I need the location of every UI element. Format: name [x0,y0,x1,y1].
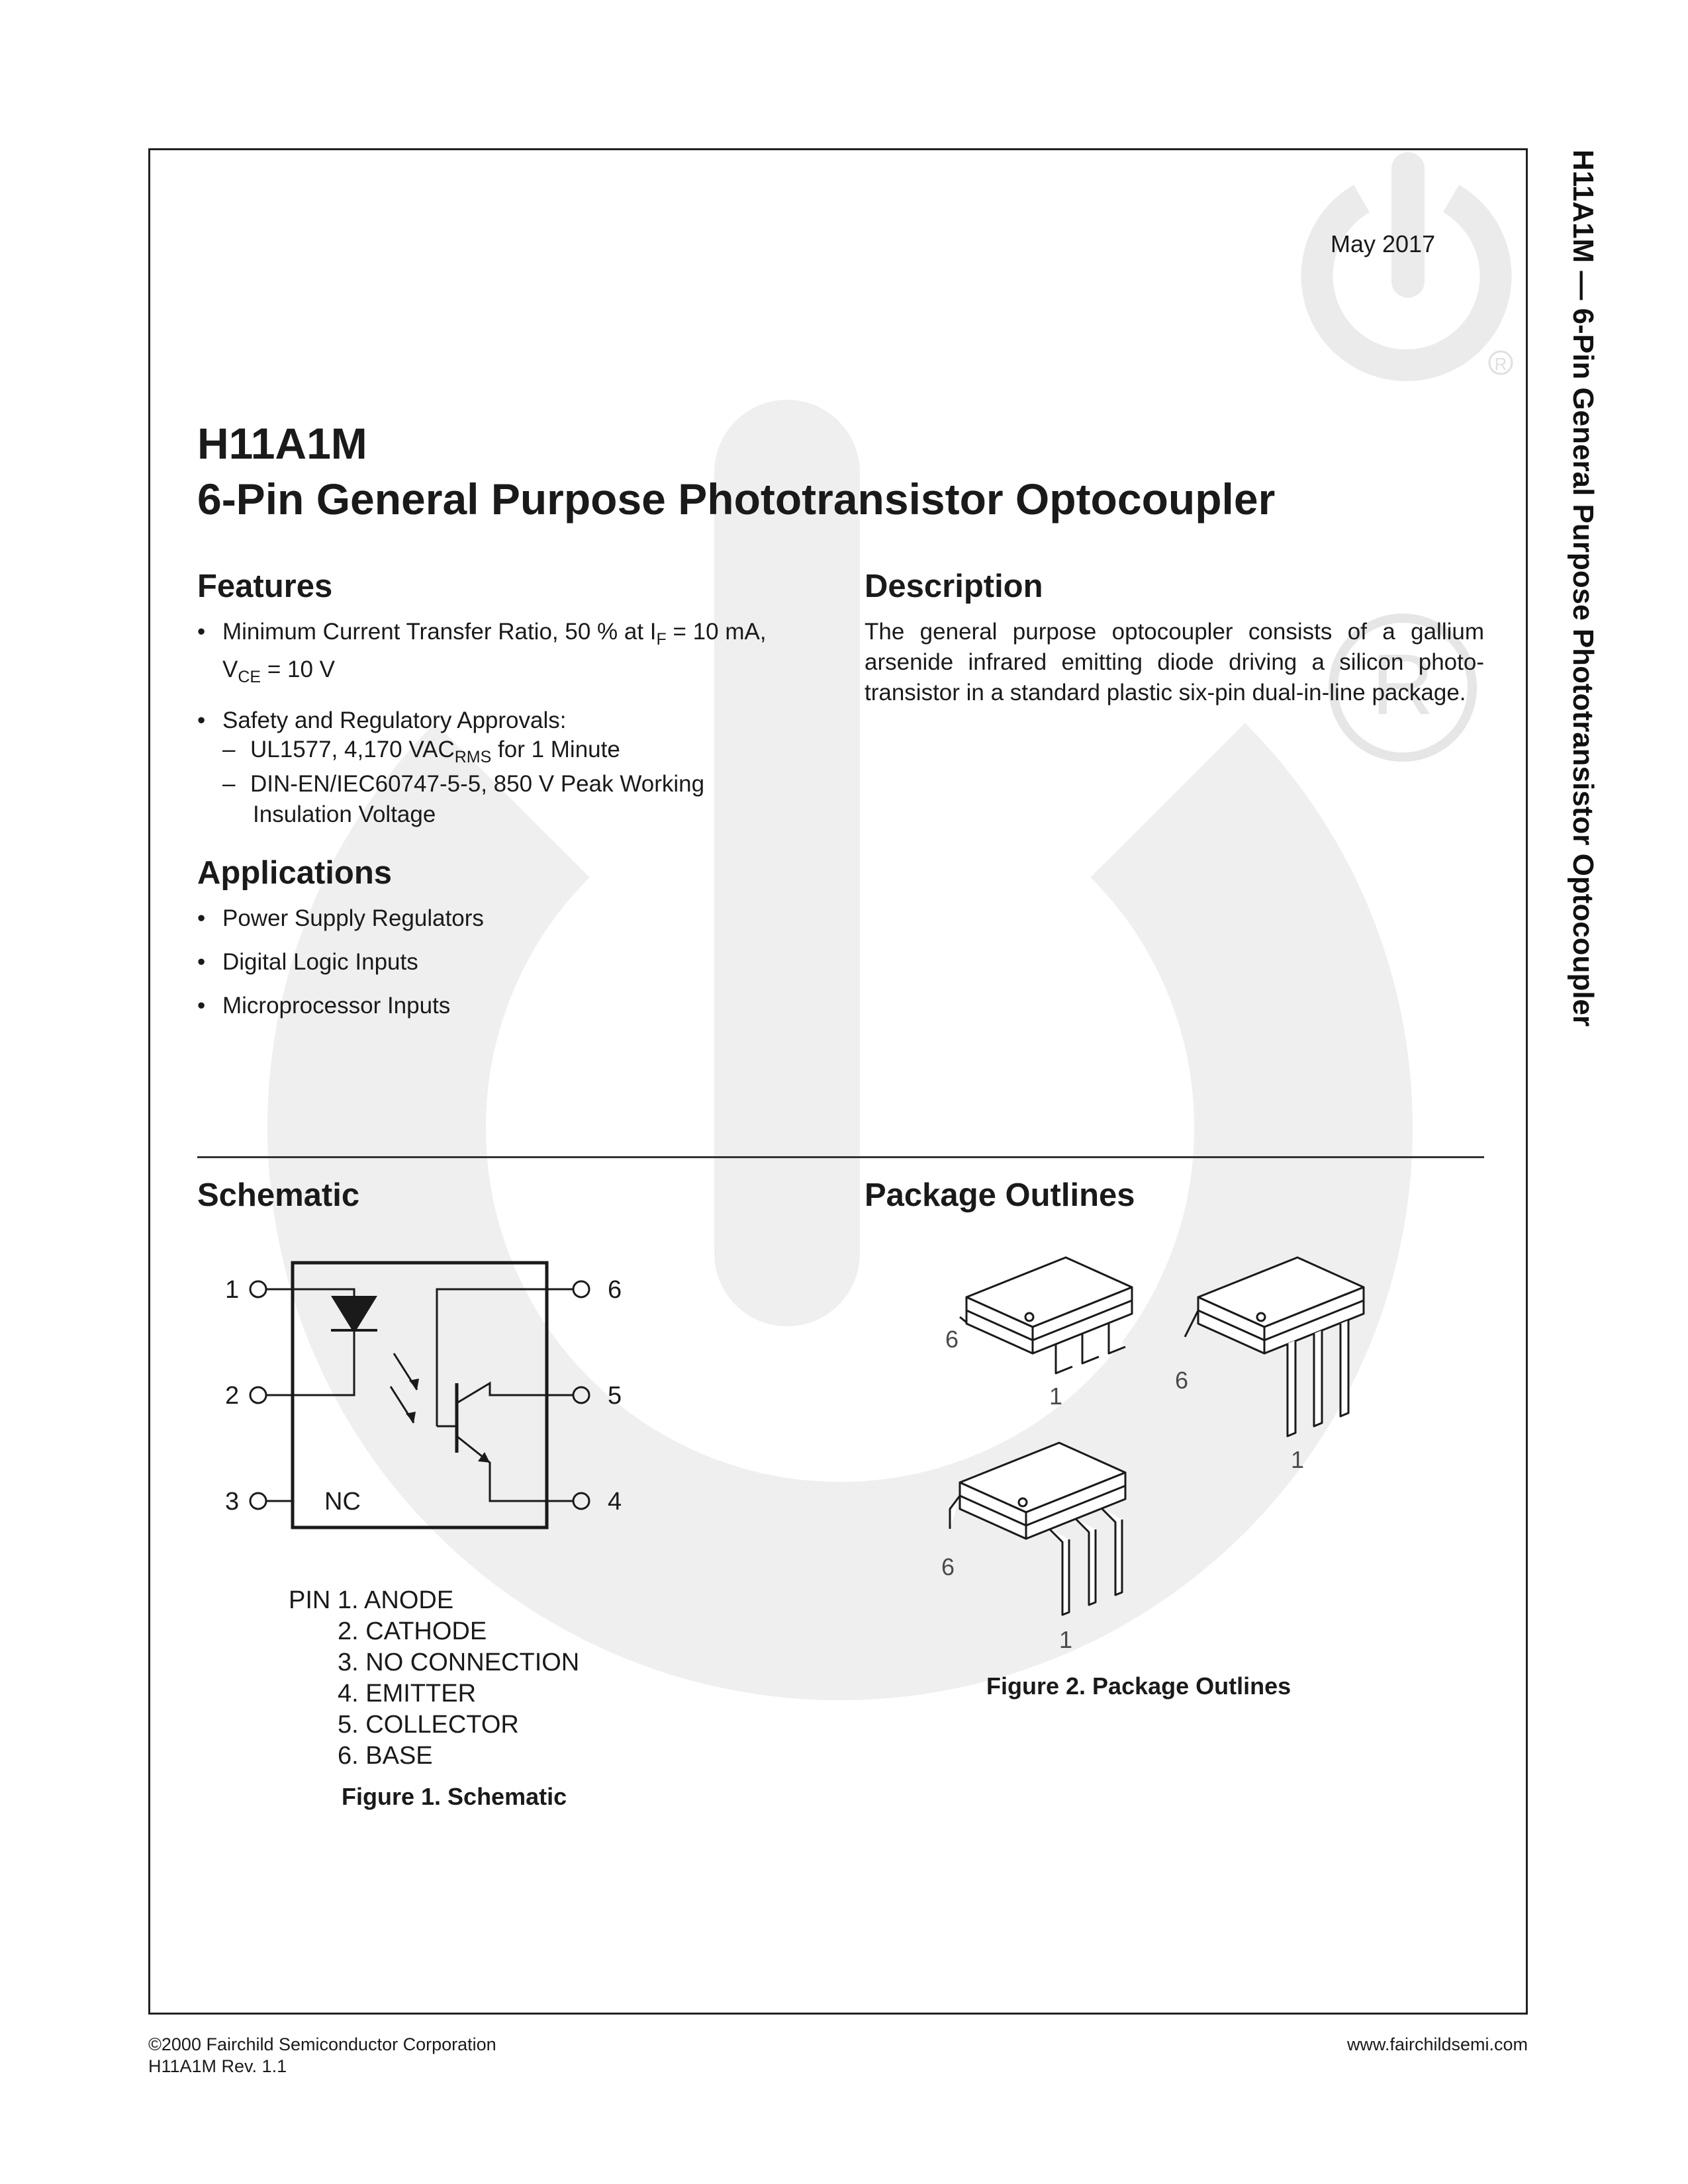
description-text: The general purpose optocoupler consists of a gallium arsenide infrared emitting diode driving a silicon photo-transistor in a standard plastic six-pin dual-in-line package. [865,619,1484,705]
arrowhead-icon [409,1379,419,1390]
pin-list-item: 5. COLLECTOR [338,1711,519,1739]
footer-revision: H11A1M Rev. 1.1 [148,2056,287,2076]
application-item: • Digital Logic Inputs [197,949,418,975]
package-pin-label: 1 [1059,1626,1073,1653]
features-heading: Features [197,569,333,604]
pin-2-terminal [250,1387,266,1403]
arrowhead-icon [406,1412,416,1423]
footer-website-link[interactable]: www.fairchildsemi.com [1346,2034,1528,2054]
package-pin-label: 6 [1175,1367,1189,1394]
emitter-wire [457,1436,573,1501]
package-outlines-drawing [927,1231,1403,1681]
package-pin-label: 1 [1049,1383,1063,1410]
schematic-heading: Schematic [197,1177,360,1213]
application-item: • Power Supply Regulators [197,905,484,931]
package-heading: Package Outlines [865,1177,1135,1213]
watermark-registered-letter: R [1372,636,1434,733]
product-title: 6-Pin General Purpose Phototransistor Optocoupler [197,475,1276,523]
pin-number-label: 1 [225,1276,240,1304]
application-item: • Microprocessor Inputs [197,993,451,1019]
pin-list-item: 3. NO CONNECTION [338,1649,580,1676]
features-list [197,617,820,749]
applications-list [197,903,793,1034]
nc-label: NC [324,1488,361,1516]
pin-3-terminal [250,1493,266,1509]
package-pin-label: 6 [945,1326,959,1353]
package-pin-label: 1 [1291,1446,1305,1473]
package-dip-small [950,1443,1125,1615]
package-smd [960,1257,1132,1373]
pin-number-label: 2 [225,1382,240,1410]
pin-list-title: PIN 1. ANODE [289,1586,454,1614]
pin-5-terminal [573,1387,589,1403]
pin-list-item: 6. BASE [338,1742,433,1770]
feature-item-approvals: • Safety and Regulatory Approvals: [197,707,567,733]
schematic-diagram [218,1251,642,1542]
document-date: May 2017 [1331,230,1436,257]
package-pin-label: 6 [941,1553,955,1580]
collector-wire [457,1383,573,1403]
section-divider [197,1156,1484,1158]
led-triangle-icon [331,1296,377,1334]
figure-1-caption: Figure 1. Schematic [342,1783,567,1810]
pin-number-label: 3 [225,1488,240,1516]
pin-4-terminal [573,1493,589,1509]
footer-copyright: ©2000 Fairchild Semiconductor Corporation [148,2034,496,2054]
part-number-title: H11A1M [197,419,367,468]
applications-heading: Applications [197,855,393,891]
feature-item-ctr: • Minimum Current Transfer Ratio, 50 % at $I_F = 10$ mA, $V_{CE} = 10$ V [197,619,767,686]
pin-number-label: 6 [608,1276,622,1304]
cathode-wire [266,1377,354,1395]
pin-list-item: 2. CATHODE [338,1617,487,1645]
svg-text:R: R [1494,354,1507,374]
package-dip-large [1185,1257,1364,1436]
pin-number-label: 4 [608,1488,622,1516]
side-title: H11A1M — 6-Pin General Purpose Phototransistor Optocoupler [1567,150,1599,1027]
pin-1-terminal [250,1281,266,1297]
pin-number-label: 5 [608,1382,622,1410]
figure-2-caption: Figure 2. Package Outlines [986,1672,1291,1700]
pin-6-terminal [573,1281,589,1297]
pin-list-item: 4. EMITTER [338,1680,477,1707]
description-heading: Description [865,569,1043,604]
